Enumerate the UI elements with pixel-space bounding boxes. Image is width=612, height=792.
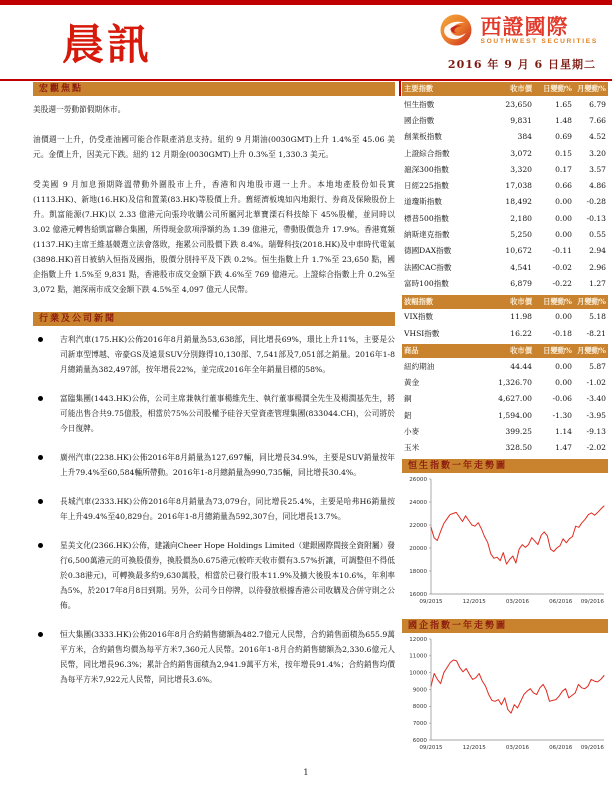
news-item-text: 恒大集團(3333.HK)公佈2016年8月合約銷售總額為482.7億元人民幣，合約銷售面積為655.9萬平方米，合約銷售均價為每平方米7,360元人民幣。2016年1-8月合約銷售總額為2,330.6億元人民幣，同比增長96.3%；累計合約銷售面積為2,941.9萬平方米，按年增長91.4%；合約銷售均價為每平方米7,922元人民幣，同比增長3.6%。	[60, 630, 395, 684]
cell-value: 384	[517, 132, 532, 142]
news-item	[33, 538, 395, 613]
major-indices-table	[402, 82, 608, 292]
logo-swirl-icon	[439, 13, 473, 47]
table-row	[402, 194, 608, 210]
cell-value: 0.00	[555, 378, 572, 388]
table-title: 波幅指數	[404, 296, 434, 306]
cell-value: 0.00	[555, 312, 572, 322]
bullet-icon	[38, 396, 43, 401]
svg-text:24000: 24000	[409, 499, 427, 506]
macro-paragraph: 美股週一勞動節假期休市。	[33, 105, 126, 114]
macro-paragraphs	[33, 102, 395, 297]
svg-text:22000: 22000	[409, 522, 427, 529]
cell-value: 1.48	[555, 115, 572, 125]
svg-text:8000: 8000	[412, 704, 427, 711]
cell-value: 1.65	[555, 99, 572, 109]
left-column	[33, 82, 395, 701]
row-label: 法國CAC指數	[404, 262, 452, 272]
cell-value: 5,250	[510, 230, 532, 240]
hscei-chart-title: 國企指數一年走勢圖	[402, 619, 608, 633]
cell-value: 17,038	[505, 181, 532, 191]
table-row	[402, 309, 608, 325]
hscei-chart-block	[402, 619, 608, 763]
news-item-text: 吉利汽車(175.HK)公佈2016年8月銷量為53,638部，同比增長69%，環比上升11%，主要是公司新車型博越、帝豪GS及遠景SUV分別錄得10,130部、7,541部及7,051部之銷量。2016年1-8月總銷量為382,497部，按年增長22%，並完成2016年全年銷量目標的58%。	[60, 335, 395, 374]
row-label: 銅	[404, 394, 412, 404]
column-divider	[399, 81, 401, 96]
row-label: 日經225指數	[404, 181, 449, 191]
svg-text:06/2016: 06/2016	[549, 744, 573, 751]
row-label: 恒生指數	[404, 99, 435, 109]
svg-text:12000: 12000	[409, 636, 427, 643]
svg-text:06/2016: 06/2016	[549, 598, 573, 605]
table-row	[402, 407, 608, 423]
cell-value: 1,594.00	[498, 410, 532, 420]
cell-value: 399.25	[505, 426, 532, 436]
table-row	[402, 374, 608, 390]
cell-value: -1.30	[552, 410, 572, 420]
svg-text:12/2015: 12/2015	[462, 598, 486, 605]
cell-value: -0.13	[586, 213, 606, 223]
cell-value: 10,672	[505, 246, 532, 256]
news-item-text: 長城汽車(2333.HK)公佈2016年8月銷量為73,079台，同比增長25.4%，主要是哈弗H6銷量按年上升49.4%至40,829台。2016年1-8月總銷量為592,307台，同比增長13.7%。	[60, 497, 395, 521]
hsi-chart-title: 恒生指數一年走勢圖	[402, 459, 608, 473]
table-row	[402, 129, 608, 145]
row-label: 標普500指數	[404, 213, 449, 223]
cell-value: -0.11	[552, 246, 572, 256]
table-row	[402, 145, 608, 161]
news-item	[33, 450, 395, 480]
news-item-text: 富臨集團(1443.HK)公佈，公司主席兼執行董事楊維先生、執行董事楊潤全先生及楊潤基先生，將可能出售合共9.75億股，相當於75%公司股權予硅谷天堂資產管理集團(833044.CH)，公司將於今日復牌。	[60, 394, 395, 433]
cell-value: 2,180	[510, 213, 532, 223]
hsi-chart	[402, 473, 608, 617]
cell-value: 4.86	[589, 181, 606, 191]
brand-name-cn: 西證國際	[480, 13, 569, 39]
row-label: 國企指數	[404, 115, 435, 125]
bullet-icon	[38, 499, 43, 504]
cell-value: -0.28	[586, 197, 606, 207]
column-header: 收市價	[510, 296, 532, 306]
cell-value: 7.66	[589, 115, 606, 125]
row-label: 上證綜合指數	[404, 148, 450, 158]
table-row	[402, 210, 608, 226]
svg-text:26000: 26000	[409, 476, 427, 483]
cell-value: -2.02	[586, 443, 606, 453]
macro-paragraph: 油價週一上升，仍受產油國可能合作限產消息支持。紐約 9 月期油(0030GMT)上升 1.4%至 45.06 美元。金價上升，因美元下跌。紐約 12 月期金(0030GMT)上升 0.3%至 1,330.3 美元。	[33, 135, 395, 159]
cell-value: 1.47	[555, 443, 572, 453]
row-label: 小麥	[404, 426, 420, 436]
column-header: 收市價	[510, 84, 532, 93]
cell-value: -8.21	[586, 328, 606, 338]
row-label: VIX指數	[404, 312, 434, 322]
svg-text:10000: 10000	[409, 670, 427, 677]
section-header-macro: 宏觀焦點	[33, 82, 395, 96]
cell-value: 0.66	[555, 181, 572, 191]
cell-value: -3.40	[586, 394, 606, 404]
cell-value: -1.02	[586, 378, 606, 388]
cell-value: 16.22	[510, 328, 532, 338]
table-row	[402, 226, 608, 242]
news-item	[33, 494, 395, 524]
column-header: 月變動%	[577, 346, 606, 356]
news-item-text: 星美文化(2366.HK)公佈，建議向Cheer Hope Holdings Limited（建銀國際間接全資附屬）發行6,500萬港元的可換股債券，換股價為0.675港元(較昨天收市價有3.57%折讓，可調整但不得低於0.38港元)，可轉換最多約9,630萬股，相當於已發行股本11.9%及擴大後股本10.6%，年利率為5%，於2017年8月8日到期。另外，公司今日停牌，以待發放根據香港公司收購及合併守則之公佈。	[60, 541, 395, 610]
table-title: 商品	[404, 346, 419, 356]
cell-value: 0.00	[555, 230, 572, 240]
row-label: 紐約期油	[404, 361, 435, 371]
cell-value: 0.17	[555, 164, 572, 174]
brand-name-en: SOUTHWEST SECURITIES	[480, 37, 598, 45]
cell-value: 44.44	[510, 361, 532, 371]
row-label: 創業板指數	[404, 132, 442, 142]
cell-value: 1.14	[555, 426, 572, 436]
cell-value: 3.20	[589, 148, 606, 158]
column-header: 日變動%	[543, 346, 572, 356]
table-row	[402, 275, 608, 291]
cell-value: 0.00	[555, 361, 572, 371]
cell-value: -0.18	[552, 328, 572, 338]
cell-value: 3.57	[589, 164, 606, 174]
svg-text:09/2016: 09/2016	[580, 744, 604, 751]
column-header: 月變動%	[577, 84, 606, 93]
table-header-row	[402, 344, 608, 358]
cell-value: 4.52	[589, 132, 606, 142]
section-header-news: 行業及公司新聞	[33, 312, 395, 326]
cell-value: 6.79	[589, 99, 606, 109]
news-item-text: 廣州汽車(2238.HK)公佈2016年8月銷量為127,697輛，同比增長34.9%，主要是SUV銷量按年上升79.4%至60,584輛所帶動。2016年1-8月總銷量為990,735輛，同比增長30.4%。	[60, 453, 395, 477]
cell-value: 2.94	[589, 246, 606, 256]
table-row	[402, 161, 608, 177]
svg-text:09/2016: 09/2016	[580, 598, 604, 605]
svg-text:20000: 20000	[409, 545, 427, 552]
news-item	[33, 332, 395, 377]
column-header: 月變動%	[577, 296, 606, 306]
column-header: 日變動%	[543, 84, 572, 93]
cell-value: 4,627.00	[498, 394, 532, 404]
cell-value: 0.69	[555, 132, 572, 142]
cell-value: -0.02	[552, 262, 572, 272]
brand-text	[480, 13, 598, 45]
cell-value: 0.15	[555, 148, 572, 158]
cell-value: 0.00	[555, 213, 572, 223]
cell-value: 23,650	[505, 99, 532, 109]
cell-value: 2.96	[589, 262, 606, 272]
top-red-bar	[0, 0, 612, 5]
column-header: 收市價	[510, 346, 532, 356]
svg-text:09/2015: 09/2015	[419, 744, 443, 751]
news-item	[33, 391, 395, 436]
cell-value: -9.13	[586, 426, 606, 436]
macro-paragraph: 受美國 9 月加息預期降溫帶動外圍股市上升，香港和內地股市週一上升。本地地產股份如長實(1113.HK)、新地(16.HK)及信和置業(83.HK)等股價上升。舊經濟板塊如內地銀行、券商及保險股份上升。凱富能源(7.HK)以 2.33 億港元向張玲收購公司所屬河北華寶溧石科技餘下 45%股權，並同時以 3.02 億港元轉售給凱富聯合集團，所得現金款項淨額約為 1.39 億港元，帶動股價急升 17.9%。香港寬頻(1137.HK)主席王維基競選立法會落敗，拖累公司股價下跌 8.4%。瑞聲科技(2018.HK)及中車時代電氣(3898.HK)首日被納入恒指及國指，股價分別持平及下跌 0.2%。恒生指數上升 1.7%至 23,650 點，國企指數上升 1.5%至 9,831 點，香港股市成交金額下跌 4.6%至 769 億港元。上證綜合指數上升 0.2%至 3,072 點，滬深兩市成交金額下跌 4.5%至 4,097 億元人民幣。	[33, 180, 395, 294]
table-row	[402, 112, 608, 128]
cell-value: 3,072	[510, 148, 532, 158]
svg-text:03/2016: 03/2016	[505, 744, 530, 751]
row-label: 德國DAX指數	[404, 246, 452, 256]
svg-text:12/2015: 12/2015	[462, 744, 486, 751]
hsi-chart-block	[402, 459, 608, 617]
table-row	[402, 243, 608, 259]
header-divider	[0, 79, 612, 81]
cell-value: 6,879	[510, 278, 532, 288]
cell-value: 1.27	[589, 278, 606, 288]
brand-logo	[439, 13, 598, 47]
row-label: 玉米	[404, 443, 420, 453]
cell-value: 9,831	[510, 115, 532, 125]
cell-value: 18,492	[505, 197, 532, 207]
cell-value: -0.22	[552, 278, 572, 288]
svg-text:09/2015: 09/2015	[419, 598, 443, 605]
row-label: 黃金	[404, 378, 420, 388]
cell-value: 0.00	[555, 197, 572, 207]
cell-value: -0.06	[552, 394, 572, 404]
page-number: 1	[303, 768, 309, 778]
table-row	[402, 440, 608, 456]
svg-text:18000: 18000	[409, 568, 427, 575]
right-column	[402, 82, 608, 763]
row-label: 道瓊斯指數	[404, 197, 442, 207]
cell-value: 11.98	[510, 312, 532, 322]
cell-value: 5.18	[589, 312, 606, 322]
cell-value: 1,326.70	[498, 378, 532, 388]
row-label: 滬深300指數	[404, 164, 449, 174]
row-label: 鋁	[404, 410, 412, 420]
table-row	[402, 423, 608, 439]
column-header: 日變動%	[543, 296, 572, 306]
row-label: VHSI指數	[404, 328, 440, 338]
cell-value: -3.95	[586, 410, 606, 420]
table-row	[402, 259, 608, 275]
hscei-chart	[402, 633, 608, 763]
table-header-row	[402, 295, 608, 309]
svg-text:7000: 7000	[412, 720, 427, 727]
svg-text:03/2016: 03/2016	[505, 598, 530, 605]
table-row	[402, 358, 608, 374]
row-label: 納斯達克指數	[404, 230, 450, 240]
cell-value: 3,320	[510, 164, 532, 174]
cell-value: 0.55	[589, 230, 606, 240]
bullet-icon	[38, 337, 43, 342]
svg-text:16000: 16000	[409, 591, 427, 598]
svg-text:11000: 11000	[409, 653, 427, 660]
table-row	[402, 325, 608, 341]
table-row	[402, 391, 608, 407]
page-title: 晨訊	[62, 20, 153, 69]
cell-value: 328.50	[505, 443, 532, 453]
bullet-icon	[38, 455, 43, 460]
cell-value: 5.87	[589, 361, 606, 371]
bullet-icon	[38, 632, 43, 637]
row-label: 富時100指數	[404, 278, 449, 288]
table-row	[402, 177, 608, 193]
svg-text:9000: 9000	[412, 687, 427, 694]
table-title: 主要指數	[404, 84, 434, 93]
bullet-icon	[38, 543, 43, 548]
news-item	[33, 627, 395, 687]
cell-value: 4,541	[510, 262, 532, 272]
table-header-row	[402, 82, 608, 96]
issue-date: 2016 年 9 月 6 日星期二	[447, 58, 596, 71]
volatility-indices-table	[402, 295, 608, 342]
commodities-table	[402, 344, 608, 456]
table-row	[402, 96, 608, 112]
svg-text:6000: 6000	[412, 737, 427, 744]
news-list	[33, 332, 395, 687]
